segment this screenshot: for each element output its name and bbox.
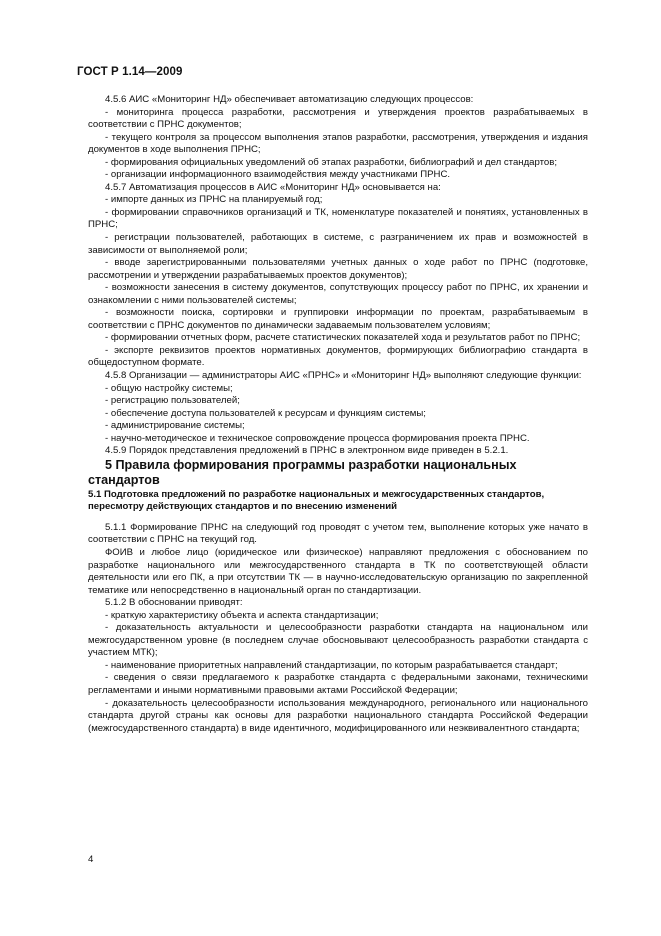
list-item: - доказательность актуальности и целесообразности разработки стандарта на национальном или межгосударственном уровне (в последнем случае обосновывают целесообразность разработки стандарта с участием МТК); xyxy=(88,622,588,659)
list-item: - вводе зарегистрированными пользователями учетных данных о ходе работ по ПРНС (подготовке, рассмотрении и утверждении разрабатываемых проектов документов); xyxy=(88,257,588,281)
list-item: - общую настройку системы; xyxy=(105,382,233,394)
page-number: 4 xyxy=(88,854,94,865)
list-item: - краткую характеристику объекта и аспекта стандартизации; xyxy=(105,609,379,621)
paragraph: 4.5.8 Организации — администраторы АИС «ПРНС» и «Мониторинг НД» выполняют следующие функции: xyxy=(105,370,582,382)
list-item: - наименование приоритетных направлений стандартизации, по которым разрабатывается стандарт; xyxy=(105,659,558,671)
page-content xyxy=(88,94,588,735)
paragraph: 4.5.7 Автоматизация процессов в АИС «Мониторинг НД» основывается на: xyxy=(105,181,441,193)
paragraph: 5.1.1 Формирование ПРНС на следующий год проводят с учетом тем, выполнение которых уже начато в соответствии с ПРНС на текущий год. xyxy=(88,521,588,546)
list-item: - формировании отчетных форм, расчете статистических показателей хода и результатов работ по ПРНС; xyxy=(105,332,581,344)
paragraph: 4.5.6 АИС «Мониторинг НД» обеспечивает автоматизацию следующих процессов: xyxy=(105,94,474,105)
section-title: 5 Правила формирования программы разработки национальных стандартов xyxy=(88,457,517,488)
list-item: - администрирование системы; xyxy=(105,420,245,432)
paragraph: ФОИВ и любое лицо (юридическое или физическое) направляют предложения с обоснованием по разработке национального или межгосударственного стандарта в ТК по соответствующей области деятельности или его ПК, а при отсутствии ТК — в научно-исследовательскую организацию по закрепленной тематике или непосредственно в национальный орган по стандартизации. xyxy=(88,546,588,596)
list-item: - обеспечение доступа пользователей к ресурсам и функциям системы; xyxy=(105,407,426,419)
list-item: - сведения о связи предлагаемого к разработке стандарта с федеральными законами, техническими регламентами и иными нормативными правовыми актами Российской Федерации; xyxy=(88,672,588,696)
list-item: - экспорте реквизитов проектов нормативных документов, формирующих библиографию стандарта в общедоступном формате. xyxy=(88,344,588,369)
list-item: - импорте данных из ПРНС на планируемый год; xyxy=(105,194,323,206)
list-item: - возможности занесения в систему документов, сопутствующих процессу работ по ПРНС, их хранении и ознакомлении с ними пользователей системы; xyxy=(88,282,588,306)
paragraph: 4.5.9 Порядок представления предложений в ПРНС в электронном виде приведен в 5.2.1. xyxy=(105,445,509,457)
document-header: ГОСТ Р 1.14—2009 xyxy=(77,66,183,78)
list-item: - формировании справочников организаций и ТК, номенклатуре показателей и понятиях, установленных в ПРНС; xyxy=(88,206,588,231)
subsection-title: 5.1 Подготовка предложений по разработке национальных и межгосударственных стандартов, пересмотру действующих стандартов и по внесению изменений xyxy=(88,488,545,513)
list-item: - регистрации пользователей, работающих в системе, с разграничением их прав и возможностей в зависимости от выполняемой роли; xyxy=(88,232,588,256)
list-item: - научно-методическое и техническое сопровождение процесса формирования проекта ПРНС. xyxy=(105,432,530,444)
list-item: - текущего контроля за процессом выполнения этапов разработки, рассмотрения, утверждения и издания документов в ходе выполнения ПРНС; xyxy=(88,131,588,156)
paragraph: 5.1.2 В обосновании приводят: xyxy=(105,597,243,609)
list-item: - регистрацию пользователей; xyxy=(105,395,240,407)
list-item: - возможности поиска, сортировки и группировки информации по проектам, разрабатываемым в соответствии с ПРНС документов по динамически задаваемым пользователем условиям; xyxy=(88,307,588,331)
list-item: - формирования официальных уведомлений об этапах разработки, библиографий и дел стандартов; xyxy=(105,156,558,168)
list-item: - мониторинга процесса разработки, рассмотрения и утверждения проектов разрабатываемых в соответствии с ПРНС документов; xyxy=(88,106,588,131)
list-item: - доказательность целесообразности использования международного, регионального или национального стандарта другой страны как основы для разработки национального стандарта Российской Федерации (межгосударственного стандарта) в виде идентичного, модифицированного или неэквивалентного стандарта; xyxy=(88,697,588,734)
list-item: - организации информационного взаимодействия между участниками ПРНС. xyxy=(105,169,451,181)
